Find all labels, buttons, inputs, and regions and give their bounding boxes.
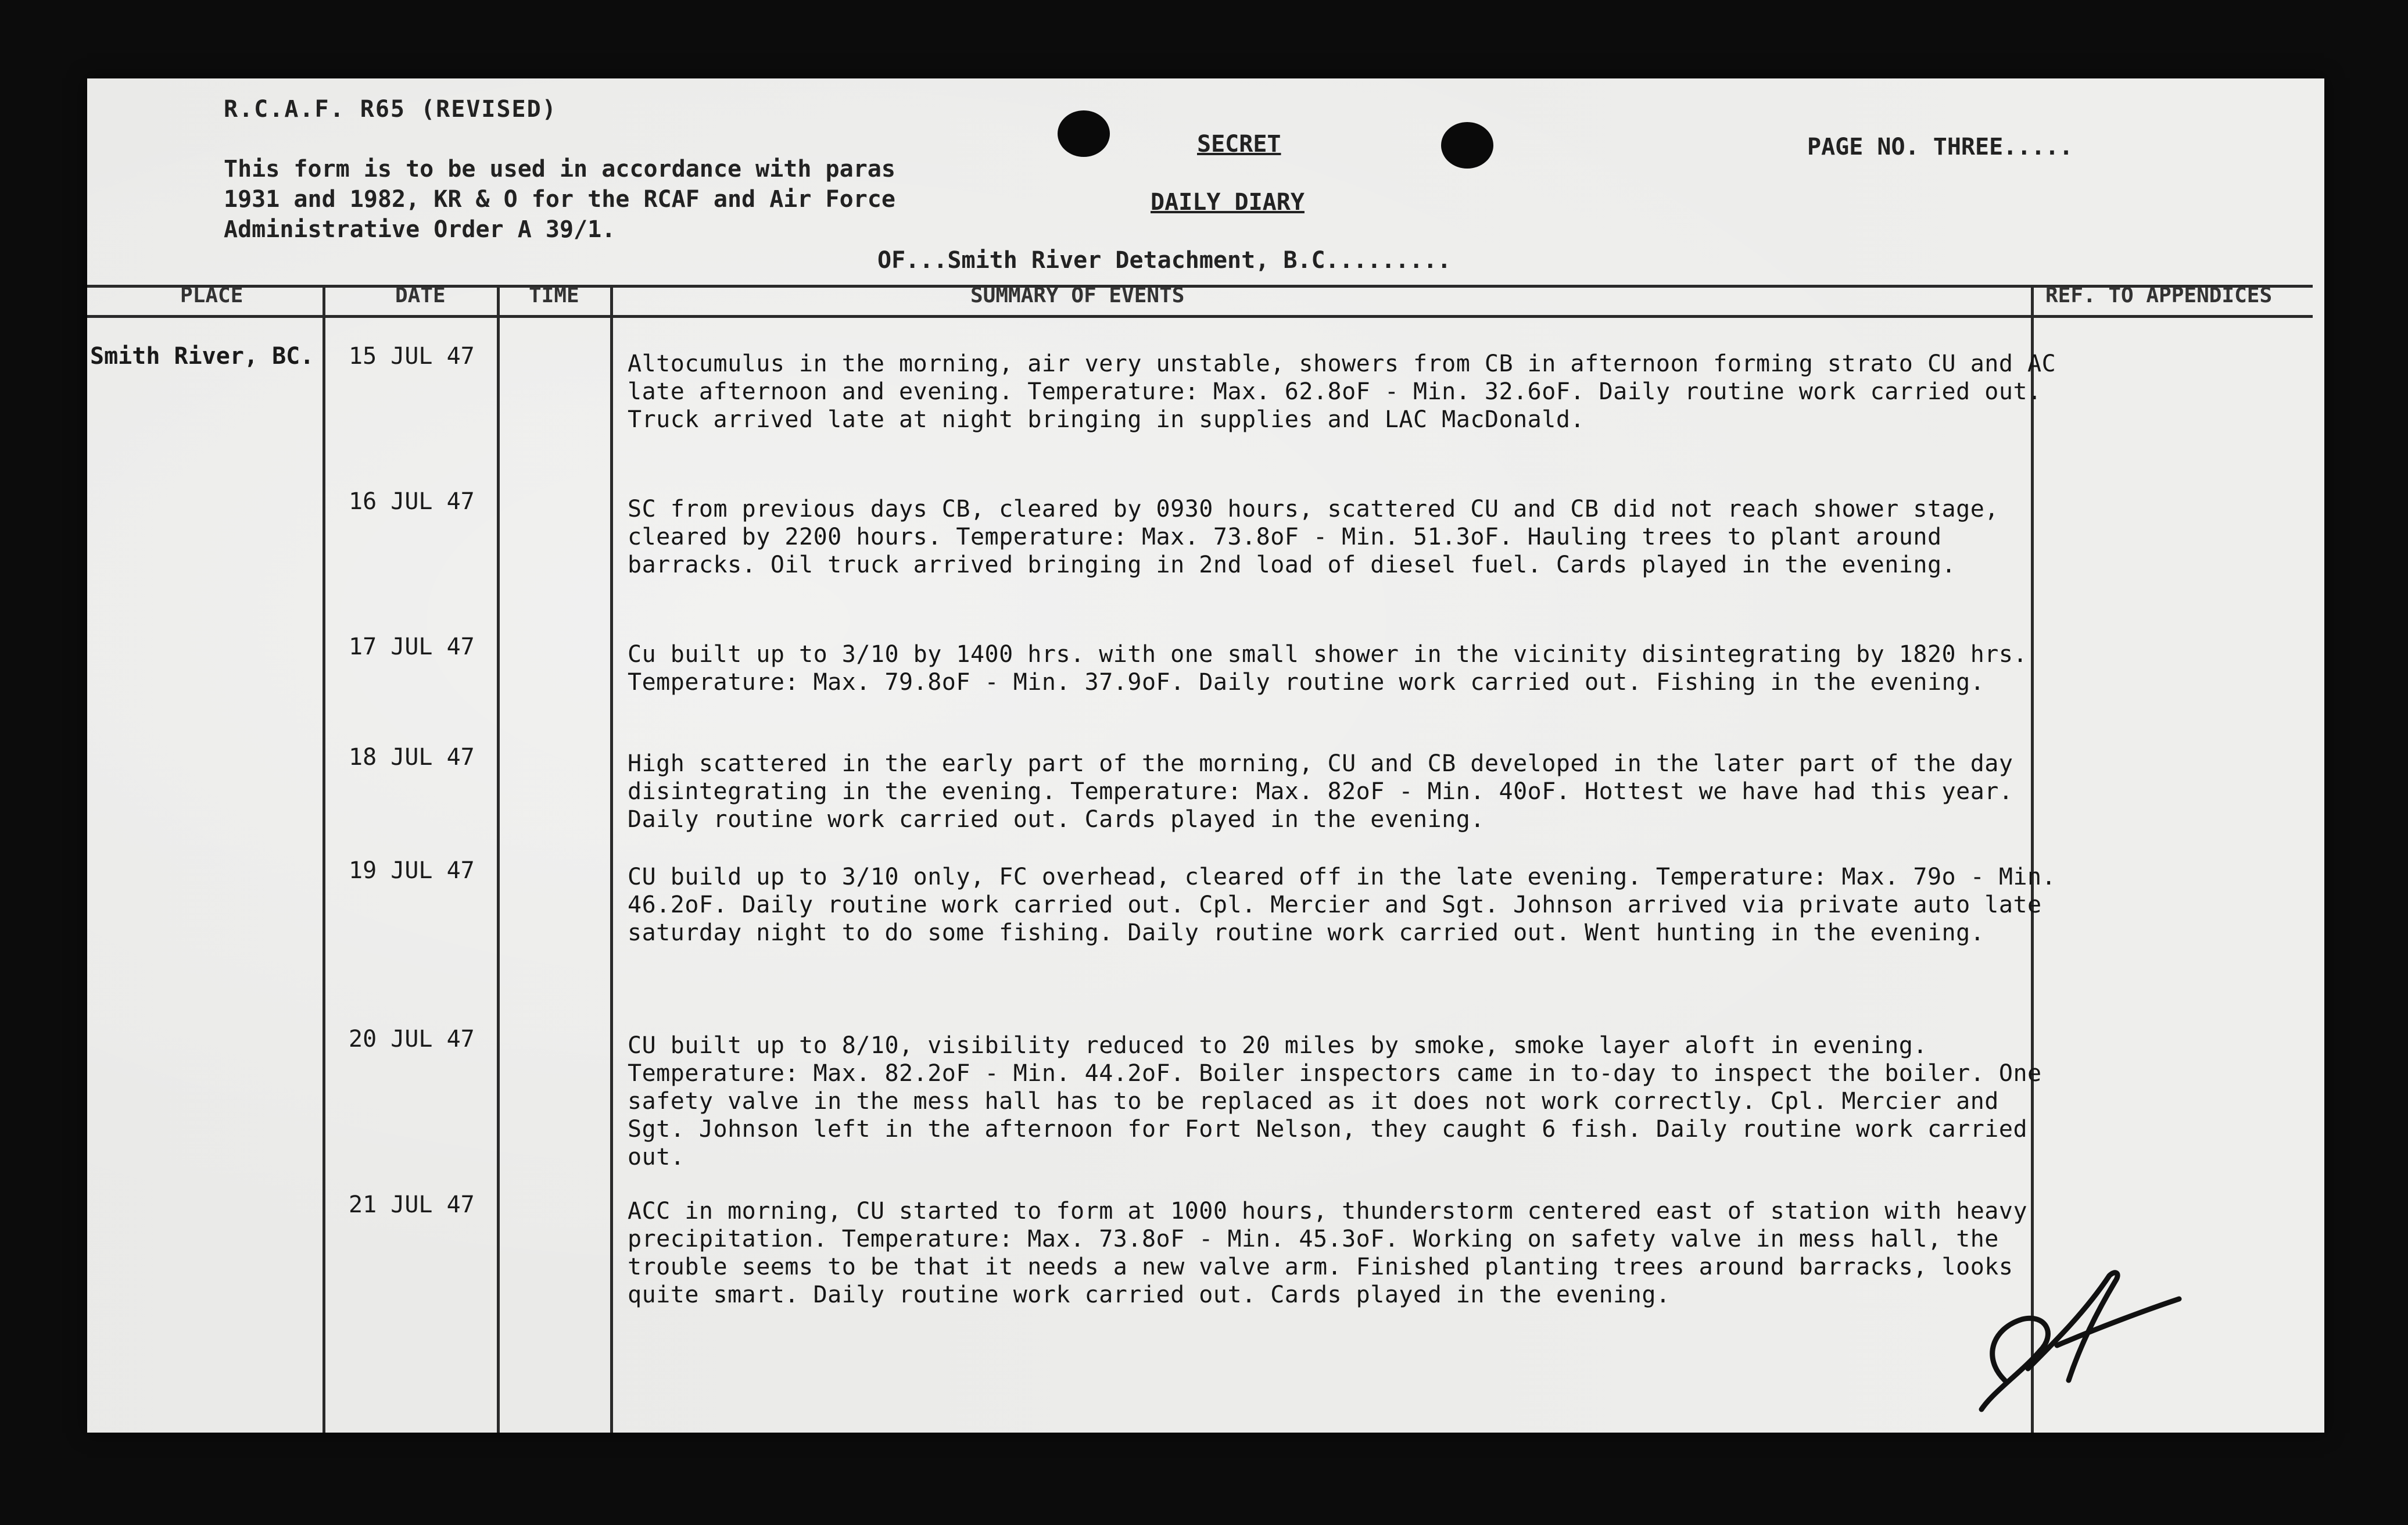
event-entry: CU build up to 3/10 only, FC overhead, cleared off in the late evening. Temperature: Max. 79o - Min. 46.2oF. Daily routine work carried out. Cpl. Mercier and Sgt. Johnson arrived via private auto late saturday night to do some fishing. Daily routine work carried out. Went hunting in the evening. [628,864,2056,946]
diary-page [87,78,2324,1433]
date-cell: 18 JUL 47 [349,744,475,771]
event-entry: CU built up to 8/10, visibility reduced to 20 miles by smoke, smoke layer aloft in evening. Temperature: Max. 82.2oF - Min. 44.2oF. Boiler inspectors came in to-day to inspect the boiler. One safety valve in the mess hall has to be replaced as it does not work correctly. Cpl. Mercier and Sgt. Johnson left in the afternoon for Fort Nelson, they caught 6 fish. Daily routine work carried out. [628,1032,2042,1170]
date-cell: 16 JUL 47 [349,488,475,515]
column-divider [610,285,613,1433]
page-number: PAGE NO. THREE..... [1807,134,2073,160]
date-cell: 19 JUL 47 [349,857,475,884]
date-cell: 17 JUL 47 [349,633,475,660]
punch-hole-icon [1441,122,1493,169]
place-cell: Smith River, BC. [90,343,314,370]
column-header-date: DATE [395,284,446,307]
events-table [87,285,2324,1433]
form-instruction: This form is to be used in accordance with paras 1931 and 1982, KR & O for the RCAF and Air Force Administrative Order A 39/1. [224,156,895,243]
column-divider [322,285,325,1433]
event-entry: SC from previous days CB, cleared by 0930 hours, scattered CU and CB did not reach shower stage, cleared by 2200 hours. Temperature: Max. 73.8oF - Min. 51.3oF. Hauling trees to plant around barracks. Oil truck arrived bringing in 2nd load of diesel fuel. Cards played in the evening. [628,496,1999,578]
event-entry: High scattered in the early part of the morning, CU and CB developed in the later part of the day disintegrating in the evening. Temperature: Max. 82oF - Min. 40oF. Hottest we have had this year. Daily routine work carried out. Cards played in the evening. [628,750,2013,833]
column-header-ref: REF. TO APPENDICES [2045,284,2273,307]
punch-hole-icon [1058,110,1110,157]
handwritten-signature-icon [1970,1264,2191,1415]
classification-label: SECRET [1197,131,1281,157]
date-cell: 15 JUL 47 [349,343,475,370]
date-cell: 20 JUL 47 [349,1026,475,1053]
unit-name: OF...Smith River Detachment, B.C......... [877,247,1452,274]
event-entry: Altocumulus in the morning, air very unstable, showers from CB in afternoon forming strato CU and AC late afternoon and evening. Temperature: Max. 62.8oF - Min. 32.6oF. Daily routine work carried out. Truck arrived late at night bringing in supplies and LAC MacDonald. [628,350,2056,433]
column-divider [497,285,500,1433]
document-title: DAILY DIARY [1151,189,1305,216]
event-entry: Cu built up to 3/10 by 1400 hrs. with one small shower in the vicinity disintegrating by 1820 hrs. Temperature: Max. 79.8oF - Min. 37.9oF. Daily routine work carried out. Fishing in the evening. [628,641,2028,696]
date-cell: 21 JUL 47 [349,1191,475,1218]
column-header-time: TIME [529,284,579,307]
event-entry: ACC in morning, CU started to form at 1000 hours, thunderstorm centered east of station with heavy precipitation. Temperature: Max. 73.8oF - Min. 45.3oF. Working on safety valve in mess hall, the trouble seems to be that it needs a new valve arm. Finished planting trees around barracks, looks quite smart. Daily routine work carried out. Cards played in the evening. [628,1198,2028,1308]
table-header-rule [87,315,2313,318]
column-header-summary: SUMMARY OF EVENTS [970,284,1185,307]
form-id: R.C.A.F. R65 (REVISED) [224,96,557,123]
column-header-place: PLACE [180,284,243,307]
